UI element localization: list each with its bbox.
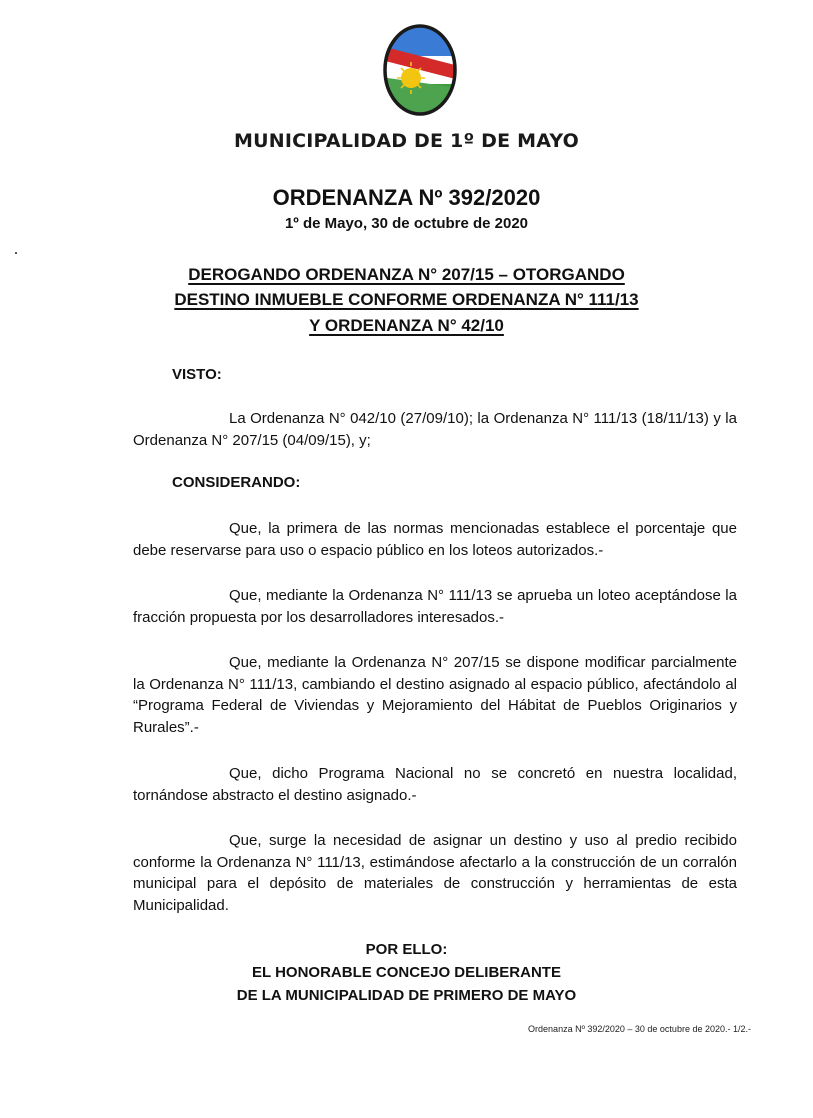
council-name: EL HONORABLE CONCEJO DELIBERANTE: [252, 964, 561, 981]
subject-line-2: DESTINO INMUEBLE CONFORME ORDENANZA N° 111/13: [174, 290, 639, 309]
municipality-title: MUNICIPALIDAD DE 1º DE MAYO: [234, 130, 579, 152]
ordinance-number-title: ORDENANZA Nº 392/2020: [272, 185, 541, 210]
visto-heading: VISTO:: [172, 366, 222, 383]
subject-line-1: DEROGANDO ORDENANZA N° 207/15 – OTORGANDO: [188, 265, 625, 284]
considerando-paragraph-3: Que, mediante la Ordenanza N° 207/15 se dispone modificar parcialmente la Ordenanza N° 111/13, cambiando el destino asignado al espacio público, afectándolo al “Programa Federal de Viviendas y Mejoramiento del Hábitat de Pueblos Originarios y Rurales”.-: [133, 654, 737, 736]
municipal-seal-logo: [381, 22, 459, 118]
por-ello-heading: POR ELLO:: [365, 941, 448, 958]
considerando-paragraph-2: Que, mediante la Ordenanza N° 111/13 se aprueba un loteo aceptándose la fracción propuesta por los desarrolladores interesados.-: [133, 587, 737, 626]
considerando-heading: CONSIDERANDO:: [172, 474, 301, 491]
considerando-paragraph-4: Que, dicho Programa Nacional no se concretó en nuestra localidad, tornándose abstracto el destino asignado.-: [133, 765, 737, 804]
municipality-name-closing: DE LA MUNICIPALIDAD DE PRIMERO DE MAYO: [236, 987, 577, 1004]
subject-line-3: Y ORDENANZA N° 42/10: [309, 316, 504, 335]
visto-paragraph: La Ordenanza N° 042/10 (27/09/10); la Ordenanza N° 111/13 (18/11/13) y la Ordenanza N° 207/15 (04/09/15), y;: [133, 410, 737, 449]
page-footer: Ordenanza Nº 392/2020 – 30 de octubre de 2020.- 1/2.-: [528, 1024, 751, 1034]
considerando-paragraph-1: Que, la primera de las normas mencionadas establece el porcentaje que debe reservarse para uso o espacio público en los loteos autorizados.-: [133, 520, 737, 559]
considerando-paragraph-5: Que, surge la necesidad de asignar un destino y uso al predio recibido conforme la Ordenanza N° 111/13, estimándose afectarlo a la construcción de un corralón municipal para el depósito de materiales de construcción y herramientas de esta Municipalidad.: [133, 832, 737, 914]
ordinance-date: 1º de Mayo, 30 de octubre de 2020: [284, 215, 529, 232]
scan-speck: [15, 252, 17, 254]
